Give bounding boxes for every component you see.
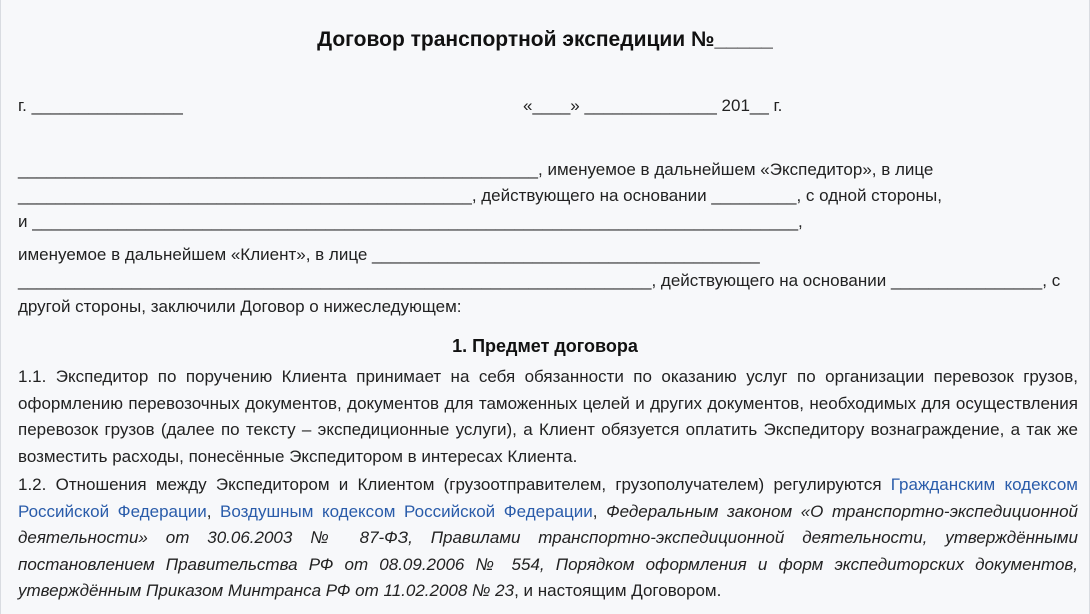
separator: , (592, 501, 607, 521)
air-code-link[interactable]: Воздушным кодексом Российской Федерации (220, 501, 593, 521)
separator: , (206, 501, 220, 521)
party-line: ________________________________________________, действующего на основании _________, с одной стороны, (18, 186, 942, 205)
section-heading: 1. Предмет договора (452, 336, 638, 356)
clause-1-1: 1.1. Экспедитор по поручению Клиента принимает на себя обязанности по оказанию услуг по организации перевозок грузов, оформлению перевозочных документов, документов для таможенных целей и других документов, необходимых для осуществления перевозок грузов (далее по тексту – экспедиционные услуги), а Клиент обязуется оплатить Экспедитору вознаграждение, а так же возместить расходы, понесённые Экспедитором в интересах Клиента. (18, 367, 1078, 466)
party-line: именуемое в дальнейшем «Клиент», в лице _________________________________________ (18, 245, 760, 264)
party-line: ___________________________________________________________________, действующего на основании ________________, с (18, 271, 1061, 290)
party-line: и _________________________________________________________________________________, (18, 212, 803, 231)
party-line: другой стороны, заключили Договор о нижеследующем: (18, 297, 462, 316)
clause-1-2 (18, 472, 1078, 605)
clause-1-2-outro: , и настоящим Договором. (514, 581, 722, 600)
contract-title: Договор транспортной экспедиции №_____ (317, 28, 773, 51)
party-line: _______________________________________________________, именуемое в дальнейшем «Экспедитор», в лице (18, 160, 934, 179)
clause-1-2-intro: 1.2. Отношения между Экспедитором и Клиентом (грузоотправителем, грузополучателем) регулируются (18, 475, 891, 494)
civil-code-link[interactable]: Гражданским кодексом Российской Федерации (18, 475, 1078, 521)
date-line: «____» ______________ 201__ г. (523, 96, 783, 115)
city-line: г. ________________ (18, 96, 183, 115)
clause-1-2-laws: Федеральным законом «О транспортно-экспедиционной деятельности» от 30.06.2003 № 87-ФЗ, Правилами транспортно-экспедиционной деятельности, утверждёнными постановлением Правительства РФ от 08.09.2006 № 554, Порядком оформления и форм экспедиторских документов, утверждённым Приказом Минтранса РФ от 11.02.2008 № 23 (18, 501, 1078, 600)
